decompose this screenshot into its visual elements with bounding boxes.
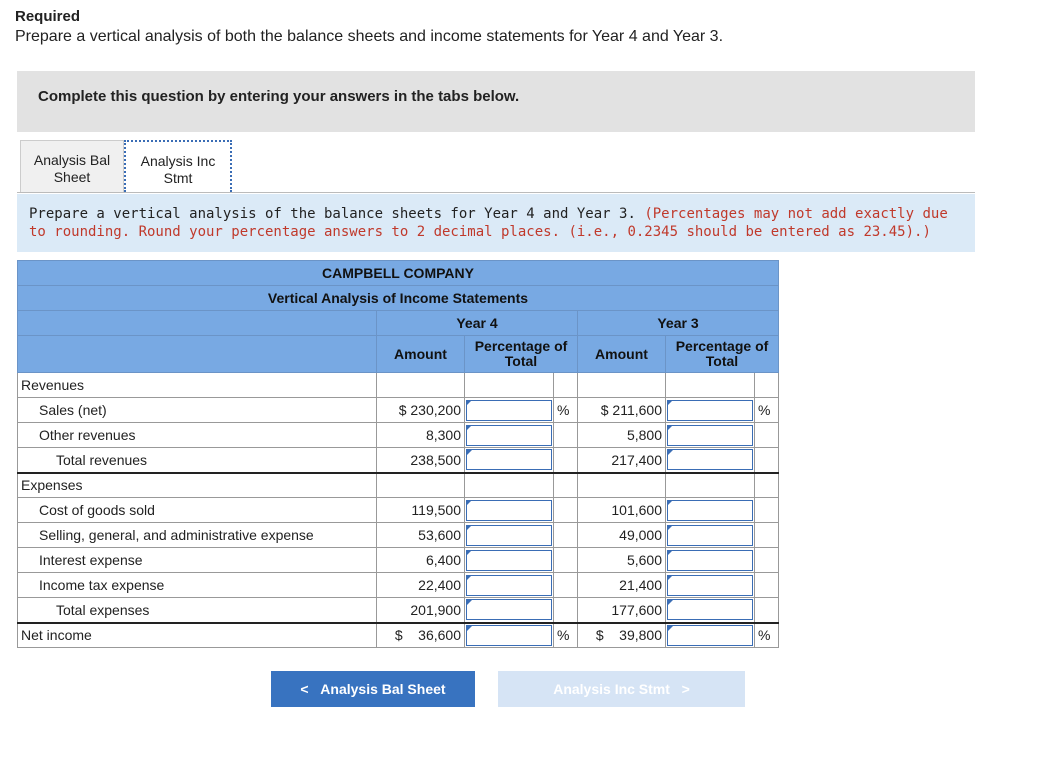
pct-sign xyxy=(554,523,578,548)
amount-y4: 6,400 xyxy=(377,548,465,573)
pct-sign: % xyxy=(554,398,578,423)
amount-y3: $ 211,600 xyxy=(578,398,666,423)
next-button-label: Analysis Inc Stmt xyxy=(553,681,670,697)
pct-input-y4[interactable] xyxy=(465,498,554,523)
pct-input-y4[interactable] xyxy=(465,448,554,473)
pct-input-y3[interactable] xyxy=(666,573,755,598)
amount-y3: $ 39,800 xyxy=(578,623,666,648)
year4-header: Year 4 xyxy=(377,311,578,336)
table-row xyxy=(18,623,779,648)
pct-input-y4[interactable] xyxy=(465,623,554,648)
table-row xyxy=(18,373,779,398)
pct-sign xyxy=(755,573,779,598)
table-row xyxy=(18,498,779,523)
statement-title: Vertical Analysis of Income Statements xyxy=(18,286,779,311)
row-label: Net income xyxy=(18,623,377,648)
pct-sign xyxy=(755,598,779,623)
year3-header: Year 3 xyxy=(578,311,779,336)
pct-input-y3[interactable] xyxy=(666,623,755,648)
required-heading: Required xyxy=(15,8,81,25)
pct-sign: % xyxy=(755,398,779,423)
row-label: Other revenues xyxy=(18,423,377,448)
table-row xyxy=(18,548,779,573)
table-row xyxy=(18,423,779,448)
amount-header: Amount xyxy=(377,336,465,373)
banner-text: Complete this question by entering your answers in the tabs below. xyxy=(38,88,520,105)
pct-input-y4[interactable] xyxy=(465,523,554,548)
pct-sign xyxy=(554,548,578,573)
pct-input-y4[interactable] xyxy=(465,598,554,623)
row-label: Total revenues xyxy=(18,448,377,473)
table-row xyxy=(18,573,779,598)
amount-y4: $ 36,600 xyxy=(377,623,465,648)
pct-sign xyxy=(755,498,779,523)
instruction-note: (Percentages may not add exactly due to rounding. Round your percentage answers to 2 decimal places. (i.e., 0.2345 should be entered as 23.45).) xyxy=(29,206,948,240)
tab-label: Analysis Inc xyxy=(140,153,216,169)
pct-header: Percentage of Total xyxy=(666,336,779,373)
pct-input-y3[interactable] xyxy=(666,423,755,448)
row-label: Revenues xyxy=(18,373,377,398)
amount-y4: $ 230,200 xyxy=(377,398,465,423)
pct-sign xyxy=(554,573,578,598)
amount-header: Amount xyxy=(578,336,666,373)
pct-sign xyxy=(755,523,779,548)
amount-y4: 53,600 xyxy=(377,523,465,548)
amount-y4: 8,300 xyxy=(377,423,465,448)
instruction-text: Prepare a vertical analysis of the balance sheets for Year 4 and Year 3. xyxy=(29,206,636,222)
pct-input-y4[interactable] xyxy=(465,548,554,573)
amount-y3: 21,400 xyxy=(578,573,666,598)
row-label: Expenses xyxy=(18,473,377,498)
pct-input-y3[interactable] xyxy=(666,398,755,423)
pct-sign xyxy=(554,598,578,623)
table-row xyxy=(18,398,779,423)
pct-sign xyxy=(755,423,779,448)
next-tab-button[interactable]: Analysis Inc Stmt > xyxy=(498,671,745,707)
amount-y3: 5,800 xyxy=(578,423,666,448)
tab-divider xyxy=(17,192,975,193)
tab-label: Analysis Bal xyxy=(33,152,111,168)
table-row xyxy=(18,473,779,498)
tab-analysis-inc-stmt[interactable] xyxy=(124,140,232,192)
pct-sign xyxy=(554,498,578,523)
pct-input-y3[interactable] xyxy=(666,523,755,548)
amount-y3: 49,000 xyxy=(578,523,666,548)
pct-input-y3[interactable] xyxy=(666,598,755,623)
instruction-banner xyxy=(17,71,975,132)
amount-y4: 119,500 xyxy=(377,498,465,523)
company-name: CAMPBELL COMPANY xyxy=(18,261,779,286)
row-label: Selling, general, and administrative expense xyxy=(18,523,377,548)
row-label: Sales (net) xyxy=(18,398,377,423)
pct-input-y3[interactable] xyxy=(666,498,755,523)
row-label: Cost of goods sold xyxy=(18,498,377,523)
row-label: Income tax expense xyxy=(18,573,377,598)
table-row xyxy=(18,523,779,548)
instructions xyxy=(17,194,975,252)
pct-input-y4[interactable] xyxy=(465,423,554,448)
tab-label: Sheet xyxy=(53,169,91,185)
pct-input-y4[interactable] xyxy=(465,398,554,423)
amount-y4: 22,400 xyxy=(377,573,465,598)
row-label: Interest expense xyxy=(18,548,377,573)
pct-header: Percentage of Total xyxy=(465,336,578,373)
pct-sign xyxy=(554,448,578,473)
prev-button-label: Analysis Bal Sheet xyxy=(320,681,446,697)
pct-sign: % xyxy=(554,623,578,648)
pct-sign: % xyxy=(755,623,779,648)
pct-input-y4[interactable] xyxy=(465,573,554,598)
tab-analysis-bal-sheet[interactable] xyxy=(20,140,124,192)
amount-y3: 217,400 xyxy=(578,448,666,473)
pct-input-y3[interactable] xyxy=(666,548,755,573)
amount-y4: 238,500 xyxy=(377,448,465,473)
pct-input-y3[interactable] xyxy=(666,448,755,473)
amount-y3: 5,600 xyxy=(578,548,666,573)
amount-y4: 201,900 xyxy=(377,598,465,623)
prev-tab-button[interactable]: < Analysis Bal Sheet xyxy=(271,671,475,707)
pct-sign xyxy=(554,423,578,448)
pct-sign xyxy=(755,448,779,473)
row-label: Total expenses xyxy=(18,598,377,623)
table-row xyxy=(18,448,779,473)
table-row xyxy=(18,598,779,623)
income-statement-table xyxy=(17,260,779,648)
amount-y3: 101,600 xyxy=(578,498,666,523)
required-text: Prepare a vertical analysis of both the balance sheets and income statements for Year 4 and Year 3. xyxy=(15,28,724,45)
amount-y3: 177,600 xyxy=(578,598,666,623)
tab-label: Stmt xyxy=(163,170,193,186)
pct-sign xyxy=(755,548,779,573)
